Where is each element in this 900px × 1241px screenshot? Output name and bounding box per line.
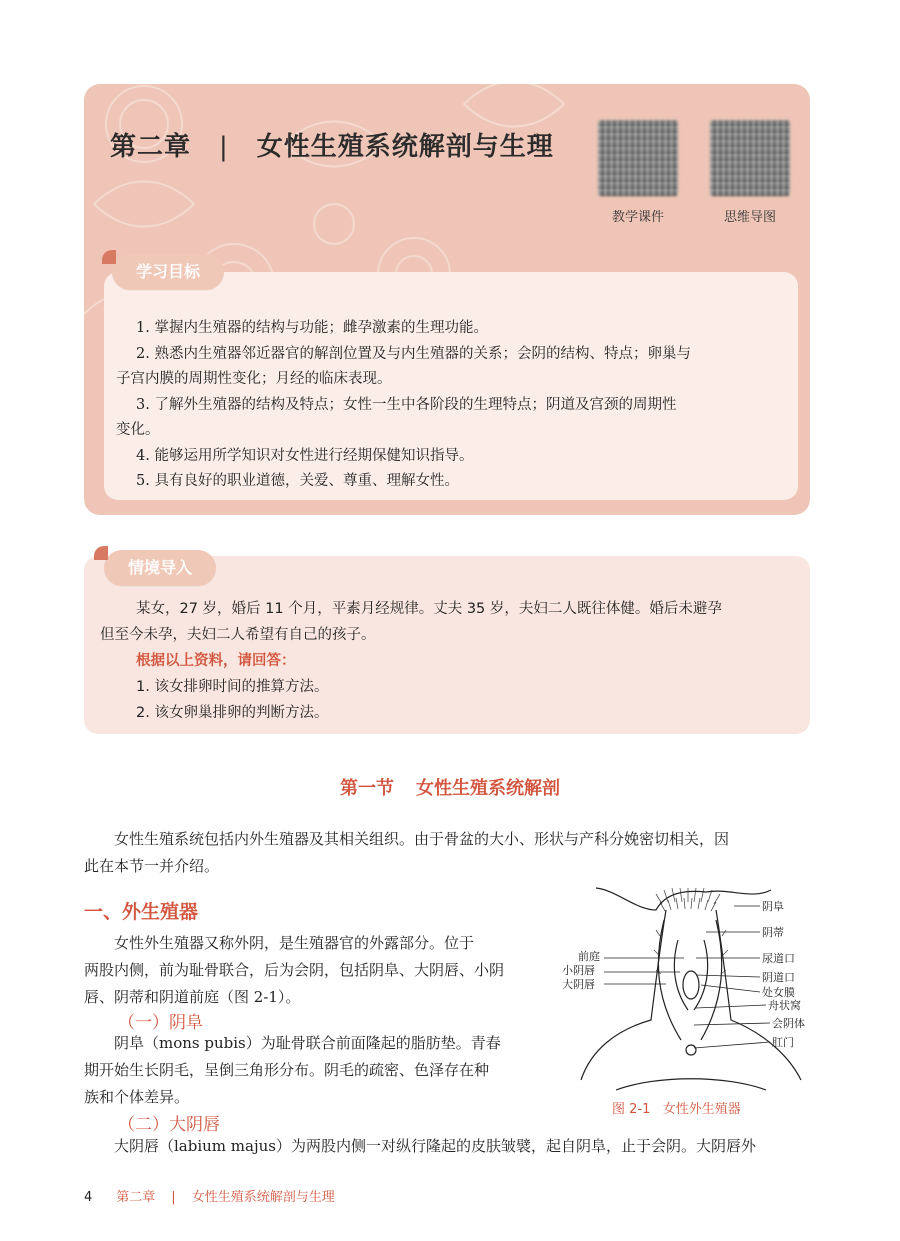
scenario-paragraph: 某女，27 岁，婚后 11 个月，平素月经规律。丈夫 35 岁，夫妇二人既往体健。婚后未避孕 xyxy=(136,601,722,617)
objectives-tab: 学习目标 xyxy=(112,254,224,290)
figure-title: 女性外生殖器 xyxy=(662,1102,741,1117)
objective-item: 变化。 xyxy=(116,422,160,438)
courseware-qr-code[interactable] xyxy=(598,120,678,196)
section-intro xyxy=(84,826,814,880)
labia-majora-outline xyxy=(658,920,721,1040)
external-genitalia-heading: 一、外生殖器 xyxy=(84,901,199,923)
footer-chapter: 第二章 xyxy=(116,1190,156,1205)
labia-majora-heading: （二）大阴唇 xyxy=(118,1115,220,1135)
title-separator: | xyxy=(219,132,229,162)
page-number: 4 xyxy=(84,1190,93,1205)
label-labia-majora: 大阴唇 xyxy=(562,978,595,991)
mindmap-label: 思维导图 xyxy=(723,210,776,225)
chapter-name: 女性生殖系统解剖与生理 xyxy=(256,132,554,162)
text-line: 女性外生殖器又称外阴，是生殖器官的外露部分。位于 xyxy=(114,934,475,952)
objective-item: 5. 具有良好的职业道德，关爱、尊重、理解女性。 xyxy=(136,473,459,489)
scenario-text xyxy=(100,596,800,726)
anus-shape xyxy=(686,1045,696,1055)
scenario-prompt: 根据以上资料，请回答： xyxy=(136,653,296,669)
chapter-header xyxy=(84,84,810,515)
scenario-paragraph-cont: 但至今未孕，夫妇二人希望有自己的孩子。 xyxy=(100,627,376,643)
external-genitalia-figure xyxy=(556,880,818,1092)
objective-item: 2. 熟悉内生殖器邻近器官的解剖位置及与内生殖器的关系；会阴的结构、特点；卵巢与 xyxy=(136,345,691,362)
scenario-question: 2. 该女卵巢排卵的判断方法。 xyxy=(136,705,329,721)
scenario-box xyxy=(84,556,810,734)
intro-line: 女性生殖系统包括内外生殖器及其相关组织。由于骨盆的大小、形状与产科分娩密切相关，因 xyxy=(114,830,730,848)
intro-line: 此在本节一并介绍。 xyxy=(84,857,220,875)
courseware-label: 教学课件 xyxy=(611,210,664,225)
label-urethral-orifice: 尿道口 xyxy=(762,952,795,965)
pubic-hair xyxy=(654,888,728,974)
text-line: 两股内侧，前为耻骨联合，后为会阴，包括阴阜、大阴唇、小阴 xyxy=(84,961,505,979)
objectives-list xyxy=(116,316,796,495)
text-line: 阴阜（mons pubis）为耻骨联合前面隆起的脂肪垫。青春 xyxy=(114,1034,501,1052)
outline-left xyxy=(581,910,666,1080)
text-line: 期开始生长阴毛，呈倒三角形分布。阴毛的疏密、色泽存在种 xyxy=(84,1061,490,1079)
section-name: 女性生殖系统解剖 xyxy=(416,778,560,799)
label-clitoris: 阴蒂 xyxy=(762,926,784,939)
label-vestibule: 前庭 xyxy=(578,950,600,963)
objective-item: 3. 了解外生殖器的结构及特点；女性一生中各阶段的生理特点；阴道及宫颈的周期性 xyxy=(136,396,677,413)
objective-item: 子宫内膜的周期性变化；月经的临床表现。 xyxy=(116,371,392,387)
external-paragraph xyxy=(84,930,544,1011)
label-mons-pubis: 阴阜 xyxy=(762,900,784,913)
mindmap-qr-code[interactable] xyxy=(710,120,790,196)
text-line: 唇、阴蒂和阴道前庭（图 2-1）。 xyxy=(84,988,301,1006)
section-number: 第一节 xyxy=(340,778,394,799)
page-footer xyxy=(84,1186,335,1205)
footer-separator: | xyxy=(171,1190,176,1205)
chapter-number: 第二章 xyxy=(110,132,192,162)
label-anus: 肛门 xyxy=(772,1036,794,1049)
scenario-question: 1. 该女排卵时间的推算方法。 xyxy=(136,679,329,695)
mons-paragraph xyxy=(84,1030,544,1111)
labia-paragraph xyxy=(84,1133,824,1160)
section-title xyxy=(0,774,900,800)
scenario-tab: 情境导入 xyxy=(104,550,216,586)
text-line: 大阴唇（labium majus）为两股内侧一对纵行隆起的皮肤皱襞，起自阴阜，止于会阴。大阴唇外 xyxy=(114,1137,756,1155)
label-perineal-body: 会阴体 xyxy=(772,1017,805,1030)
bottom-curve xyxy=(616,1079,766,1090)
mons-pubis-heading: （一）阴阜 xyxy=(118,1013,203,1033)
learning-objectives-box xyxy=(104,262,798,500)
figure-number: 图 2-1 xyxy=(612,1102,651,1117)
label-vaginal-orifice: 阴道口 xyxy=(762,971,795,984)
footer-title: 女性生殖系统解剖与生理 xyxy=(191,1190,335,1205)
label-navicular-fossa: 舟状窝 xyxy=(768,999,801,1012)
chapter-title xyxy=(110,126,554,163)
objective-item: 1. 掌握内生殖器的结构与功能；雌孕激素的生理功能。 xyxy=(136,320,488,336)
label-labia-minora: 小阴唇 xyxy=(562,964,595,977)
outline-top xyxy=(596,888,771,910)
figure-caption xyxy=(612,1098,741,1117)
text-line: 族和个体差异。 xyxy=(84,1088,190,1106)
objective-item: 4. 能够运用所学知识对女性进行经期保健知识指导。 xyxy=(136,447,474,464)
label-hymen: 处女膜 xyxy=(762,986,795,999)
